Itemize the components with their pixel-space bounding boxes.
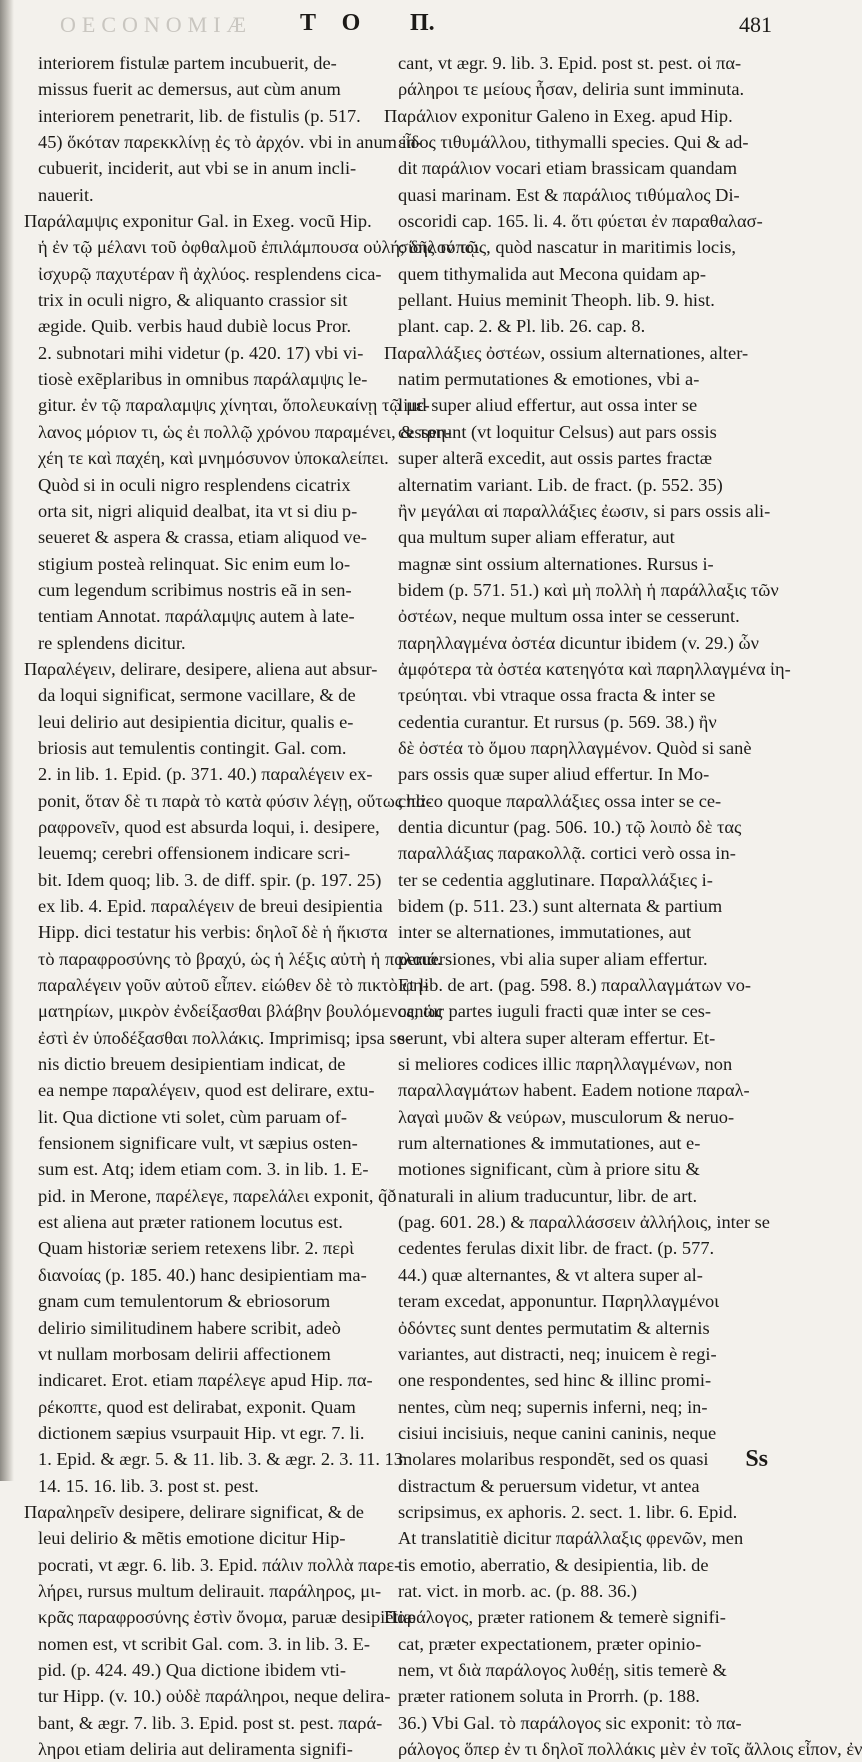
text-line: quem tithymalida aut Mecona quidam ap- [398, 263, 706, 284]
running-head-section: Π. [410, 10, 435, 36]
text-line: κρᾶς παραφροσύνης ἐστὶν ὄνομα, paruæ desipiẽtiæ [38, 1607, 416, 1628]
text-line: δὲ ὀστέα τὸ ὅμου παρηλλαγμένον. Quòd si sanè [398, 737, 752, 758]
text-line: super alterã excedit, aut ossis partes fractæ [398, 448, 713, 469]
text-line: Παραληρεῖν desipere, delirare significat, & de [24, 1501, 364, 1522]
text-line: ράλογος ὅπερ ἐν τι δηλοῖ πολλάκις μὲν ἐν τοῖς ἄλλοις εἶπον, ἐν [398, 1739, 862, 1759]
text-line: peruersiones, vbi alia super aliam effertur. [398, 948, 708, 969]
text-line: χέη τε καὶ παχέη, καὶ μνημόσυνον ὑποκαλείπει. [38, 448, 389, 469]
text-line: pars ossis quæ super aliud effertur. In Mo- [398, 764, 710, 785]
text-line: παραλλάξιας παρακολλᾷ. cortici verò ossa in- [398, 843, 736, 864]
text-line: Quam historiæ seriem retexens libr. 2. περὶ [38, 1238, 355, 1259]
text-line: 45) ὅκόταν παρεκκλίνῃ ἐς τὸ ἀρχόν. vbi in anum in- [38, 132, 423, 153]
text-line: bit. Idem quoq; lib. 3. de diff. spir. (p. 197. 25) [38, 869, 382, 890]
text-line: naturali in alium traducuntur, libr. de art. [398, 1185, 698, 1206]
text-line: liud super aliud effertur, aut ossa inter se [398, 395, 698, 416]
text-line: delirio similitudinem habere scribit, adeò [38, 1317, 341, 1338]
text-line: Παραλέγειν, delirare, desipere, aliena aut absur- [24, 658, 378, 679]
text-line: 2. subnotari mihi videtur (p. 420. 17) vbi vi- [38, 342, 364, 363]
text-line: ex lib. 4. Epid. παραλέγειν de breui desipientia [38, 896, 383, 916]
text-line: tentiam Annotat. παράλαμψις autem à late- [38, 606, 355, 627]
text-line: Παράλιον exponitur Galeno in Exeg. apud Hip. [384, 105, 733, 126]
text-line: leuemq; cerebri offensionem indicare scri- [38, 843, 351, 864]
text-line: serunt, vbi altera super alteram effertur. Et- [398, 1027, 716, 1048]
text-line: Παράλαμψις exponitur Gal. in Exeg. vocũ Hip. [24, 211, 372, 232]
text-line: Παραλλάξιες ὀστέων, ossium alternationes, alter- [384, 342, 749, 363]
text-line: orta sit, nigri aliquid dealbat, ita vt si diu p- [38, 500, 358, 521]
text-line: ter se cedentia agglutinare. Παραλλάξιες i- [398, 869, 713, 890]
text-line: motiones significant, cùm à priore situ & [398, 1159, 700, 1180]
running-head [0, 6, 800, 46]
text-line: variantes, aut distracti, neq; inuicem è regi- [398, 1343, 717, 1364]
text-line: ἐστὶ ἐν ὑποδέξασθαι πολλάκις. Imprimisq; ipsa se- [38, 1027, 411, 1048]
text-line: re splendens dicitur. [38, 632, 186, 653]
text-line: inter se alternationes, immutationes, aut [398, 922, 692, 943]
binding-gutter [0, 0, 14, 1481]
text-line: ρέκοπτε, quod est delirabat, exponit. Quam [38, 1396, 356, 1417]
text-line: leui delirio & mẽtis emotione dicitur Hip- [38, 1528, 346, 1549]
text-line: distractum & peruersum videtur, vt antea [398, 1475, 700, 1496]
text-line: cat, præter expectationem, præter opinio- [398, 1633, 702, 1654]
text-line: ἢν μεγάλαι αἱ παραλλάξιες ἐωσιν, si pars ossis ali- [398, 500, 771, 521]
text-line: interiorem penetrarit, lib. de fistulis (p. 517. [38, 105, 361, 126]
text-line: cedentia curantur. Et rursus (p. 569. 38.) ἢν [398, 711, 717, 732]
text-line: si meliores codices illic παρηλλαγμένων, non [398, 1054, 733, 1075]
text-line: dit παράλιον vocari etiam brassicam quandam [398, 158, 738, 179]
text-line: cum legendum scribimus nostris eã in sen- [38, 579, 352, 600]
text-line: cedentes ferulas dixit libr. de fract. (p. 577. [398, 1238, 715, 1259]
text-line: briosis aut temulentis contingit. Gal. com. [38, 737, 347, 758]
text-line: tiosè exẽplaribus in omnibus παράλαμψις le- [38, 369, 368, 390]
text-line: pocrati, vt ægr. 6. lib. 3. Epid. πάλιν πολλὰ παρε- [38, 1554, 401, 1575]
text-line: tis emotio, aberratio, & desipientia, lib. de [398, 1554, 709, 1575]
text-line: λήρει, rursus multum delirauit. παράληρος, μι- [38, 1580, 382, 1601]
text-line: bidem (p. 571. 51.) καὶ μὴ πολλὴ ἡ παράλλαξις τῶν [398, 579, 779, 600]
text-line: gnam cum temulentorum & ebriosorum [38, 1291, 331, 1312]
text-line: 44.) quæ alternantes, & vt altera super al- [398, 1264, 703, 1285]
text-line: dentia dicuntur (pag. 506. 10.) τῷ λοιπὸ δὲ τας [398, 816, 742, 837]
text-line: fensionem significare vult, vt sæpius osten- [38, 1133, 358, 1154]
text-line: ea nempe παραλέγειν, quod est delirare, extu- [38, 1080, 375, 1101]
text-line: cantur partes iuguli fracti quæ inter se ces- [398, 1001, 712, 1022]
text-line: da loqui significat, sermone vacillare, & de [38, 685, 356, 706]
text-line: διανοίας (p. 185. 40.) hanc desipientiam ma- [38, 1264, 367, 1285]
text-line: cant, vt ægr. 9. lib. 3. Epid. post st. pest. οἱ πα- [398, 53, 742, 73]
text-line: seueret & aspera & crassa, etiam aliquod ve- [38, 527, 367, 548]
text-line: dictionem sæpius vsurpauit Hip. vt egr. 7. li. [38, 1422, 365, 1443]
text-line: Et lib. de art. (pag. 598. 8.) παραλλαγμάτων vo- [398, 975, 752, 996]
text-line: chlico quoque παραλλάξιες ossa inter se ce- [398, 790, 722, 811]
text-line: cubuerit, inciderit, aut vbi se in anum incli- [38, 158, 357, 179]
text-line: ægide. Quib. verbis haud dubiè locus Pror. [38, 316, 352, 337]
text-line: gitur. ἐν τῷ παραλαμψις χίνηται, ὅπολευκαίνῃ τῷ με- [38, 395, 430, 416]
text-line: nauerit. [38, 184, 94, 205]
text-line: bant, & ægr. 7. lib. 3. Epid. post st. pest. παρά- [38, 1712, 383, 1733]
text-line: 1. Epid. & ægr. 5. & 11. lib. 3. & ægr. 2. 3. 11. 13. [38, 1449, 408, 1470]
text-line: natim permutationes & emotiones, vbi a- [398, 369, 700, 390]
text-line: pellant. Huius meminit Theoph. lib. 9. hist. [398, 290, 715, 311]
text-line: ἀμφότερα τὰ ὀστέα κατεηγότα καὶ παρηλλαγμένα ἰη- [398, 658, 791, 679]
text-line: ματηρίων, μικρὸν ἐνδείξασθαι βλάβην βουλόμενος, ὡς [38, 1001, 443, 1022]
text-line: missus fuerit ac demersus, aut cùm anum [38, 79, 341, 100]
text-line: λαγαὶ μυῶν & νεύρων, musculorum & neruo- [398, 1106, 735, 1127]
text-line: plant. cap. 2. & Pl. lib. 26. cap. 8. [398, 316, 646, 337]
text-line: pid. (p. 424. 49.) Qua dictione ibidem vti- [38, 1659, 346, 1680]
text-line: ἰσχυρῷ παχυτέραν ἢ ἀχλύος. resplendens cica- [38, 263, 382, 284]
text-line: vt nullam morbosam delirii affectionem [38, 1343, 331, 1364]
text-line: quasi marinam. Est & παράλιος τιθύμαλος Di- [398, 184, 740, 205]
text-line: nomen est, vt scribit Gal. com. 3. in lib. 3. E- [38, 1633, 371, 1654]
text-line: 2. in lib. 1. Epid. (p. 371. 40.) παραλέγειν ex- [38, 764, 373, 785]
text-line: tur Hipp. (v. 10.) οὐδὲ παράληροι, neque delira- [38, 1686, 391, 1707]
text-line: scripsimus, ex aphoris. 2. sect. 1. libr. 6. Epid. [398, 1501, 738, 1522]
text-line: stigium posteà relinquat. Sic enim eum lo- [38, 553, 351, 574]
text-line: rat. vict. in morb. ac. (p. 88. 36.) [398, 1580, 638, 1601]
text-line: ὀδόντες sunt dentes permutatim & alternis [398, 1317, 710, 1338]
text-line: cisiui incisiuis, neque canini caninis, neque [398, 1422, 717, 1443]
text-line: παραλέγειν γοῦν αὐτοῦ εἶπεν. εἰώθεν δὲ τὸ πικτὸ φη- [38, 975, 429, 996]
text-line: παραλλαγμάτων habent. Eadem notione παραλ- [398, 1080, 750, 1101]
text-line: nentes, cùm neq; supernis inferni, neq; in- [398, 1396, 708, 1417]
text-line: nem, vt διὰ παράλογος λυθέῃ, sitis temerè & [398, 1659, 727, 1680]
text-line: ραφρονεῖν, quod est absurda loqui, i. desipere, [38, 816, 380, 837]
text-line: τὸ παραφροσύνης τὸ βραχύ, ὡς ἡ λέξις αὐτὴ ἡ παλαιά. [38, 948, 442, 969]
text-line: τρεύηται. vbi vtraque ossa fracta & inter se [398, 685, 716, 706]
text-line: 14. 15. 16. lib. 3. post st. pest. [38, 1475, 259, 1496]
text-line: magnæ sint ossium alternationes. Rursus i- [398, 553, 714, 574]
page-number: 481 [739, 12, 772, 37]
text-line: molares molaribus respondẽt, sed os quasi [398, 1449, 709, 1470]
text-line: Παράλογος, præter rationem & temerè signifi- [384, 1607, 726, 1628]
text-line: sum est. Atq; idem etiam com. 3. in lib. 1. E- [38, 1159, 369, 1180]
running-head-letters: T O [300, 10, 371, 36]
text-line: qua multum super aliam efferatur, aut [398, 527, 675, 548]
text-line: leui delirio aut desipientia dicitur, qualis e- [38, 711, 354, 732]
left-column [24, 50, 479, 1759]
text-line: indicaret. Erot. etiam παρέλεγε apud Hip. πα- [38, 1370, 373, 1391]
text-line: oscoridi cap. 165. li. 4. ὅτι φύεται ἐν παραθαλασ- [398, 211, 763, 232]
text-line: Hipp. dici testatur his verbis: δηλοῖ δὲ ἡ ἥκιστα [38, 922, 388, 943]
text-line: 36.) Vbi Gal. τὸ παράλογος sic exponit: τὸ πα- [398, 1712, 742, 1733]
signature-mark: Ss [745, 1446, 768, 1472]
text-line: εἶδος τιθυμάλλου, tithymalli species. Qui & ad- [398, 132, 749, 153]
text-line: (pag. 601. 28.) & παραλλάσσειν ἀλλήλοις, inter se [398, 1212, 770, 1233]
text-line: ὀστέων, neque multum ossa inter se cesserunt. [398, 606, 740, 627]
text-line: nis dictio breuem desipientiam indicat, de [38, 1054, 346, 1075]
text-line: one respondentes, sed hinc & illinc promi- [398, 1370, 712, 1391]
text-line: ἡ ἐν τῷ μέλανι τοῦ ὀφθαλμοῦ ἐπιλάμπουσα οὐλή; δῆλον τῷ [38, 237, 479, 258]
text-line: cesserunt (vt loquitur Celsus) aut pars ossis [398, 421, 717, 442]
text-line: σίοις τόποις, quòd nascatur in maritimis locis, [398, 237, 736, 258]
text-line: præter rationem soluta in Prorrh. (p. 188. [398, 1686, 700, 1707]
text-line: interiorem fistulæ partem incubuerit, de- [38, 53, 337, 73]
running-head-title: OECONOMIÆ [60, 12, 253, 37]
text-line: Quòd si in oculi nigro resplendens cicatrix [38, 474, 351, 495]
text-line: λανος μόριον τι, ὡς ἐι πολλῷ χρόνου παραμένει, & τρη- [38, 421, 452, 442]
text-line: bidem (p. 511. 23.) sunt alternata & partium [398, 896, 723, 916]
text-line: rum alternationes & immutationes, aut e- [398, 1133, 701, 1154]
text-line: lit. Qua dictione vti solet, cùm paruam of- [38, 1106, 347, 1127]
text-line: trix in oculi nigro, & aliquanto crassior sit [38, 290, 348, 311]
text-line: teram excedat, apponuntur. Παρηλλαγμένοι [398, 1291, 720, 1312]
text-line: est aliena aut præter rationem locutus est. [38, 1212, 343, 1233]
text-line: At translatitiè dicitur παράλλαξις φρενῶν, men [398, 1528, 744, 1549]
text-line: ponit, ὅταν δὲ τι παρὰ τὸ κατὰ φύσιν λέγῃ, οὕτως πα- [38, 790, 432, 811]
text-line: ράληροι τε μείους ἦσαν, deliria sunt imminuta. [398, 79, 745, 100]
text-line: alternatim variant. Lib. de fract. (p. 552. 35) [398, 474, 723, 495]
right-column [384, 50, 862, 1759]
text-line: pid. in Merone, παρέλεγε, παρελάλει exponit, q̃ð [38, 1185, 397, 1206]
text-line: παρηλλαγμένα ὀστέα dicuntur ibidem (v. 29.) ὧν [398, 632, 759, 653]
text-line: ληροι etiam deliria aut deliramenta signifi- [38, 1739, 353, 1759]
